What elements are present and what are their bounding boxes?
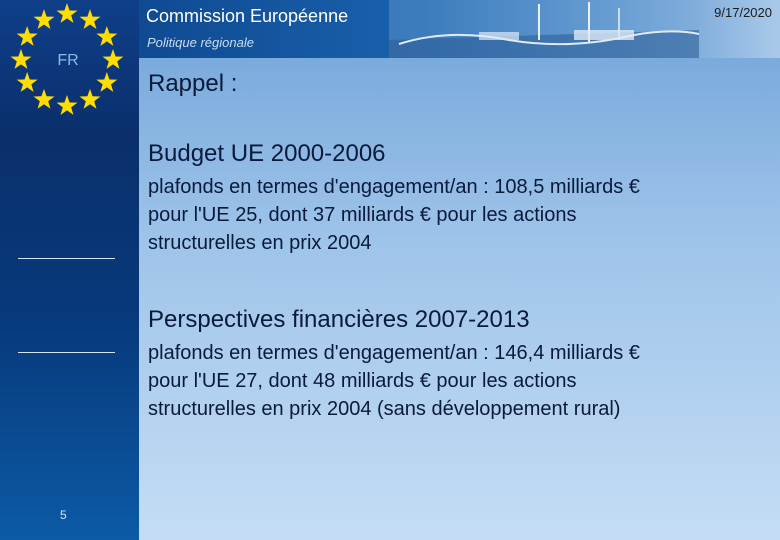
star-icon [80, 89, 101, 109]
section-heading-budget: Budget UE 2000-2006 [148, 140, 386, 167]
page-number: 5 [60, 508, 67, 522]
star-icon [34, 9, 55, 29]
star-icon [34, 89, 55, 109]
text-line: structurelles en prix 2004 (sans développement rural) [148, 398, 621, 420]
star-icon [80, 9, 101, 29]
sidebar [0, 0, 139, 540]
section-heading-perspectives: Perspectives financières 2007-2013 [148, 306, 530, 333]
star-icon [57, 3, 78, 23]
star-icon [103, 49, 124, 69]
harbour-photo [389, 0, 699, 58]
star-icon [96, 26, 117, 46]
organization-title: Commission Européenne [146, 6, 349, 26]
sidebar-divider [18, 258, 115, 259]
section-text-budget [148, 173, 758, 257]
star-icon [17, 72, 38, 92]
star-icon [57, 95, 78, 115]
star-icon [17, 26, 38, 46]
star-icon [11, 49, 32, 69]
sidebar-divider [18, 352, 115, 353]
text-line: pour l'UE 25, dont 37 milliards € pour les actions [148, 204, 577, 226]
organization-subtitle: Politique régionale [147, 35, 254, 50]
language-label: FR [57, 52, 79, 69]
text-line: pour l'UE 27, dont 48 milliards € pour les actions [148, 370, 577, 392]
text-line: plafonds en termes d'engagement/an : 146,4 milliards € [148, 342, 640, 364]
text-line: structurelles en prix 2004 [148, 232, 372, 254]
slide-title: Rappel : [148, 70, 238, 97]
text-line: plafonds en termes d'engagement/an : 108,5 milliards € [148, 176, 640, 198]
star-icon [96, 72, 117, 92]
slide-date: 9/17/2020 [714, 5, 772, 20]
section-text-perspectives [148, 339, 758, 423]
